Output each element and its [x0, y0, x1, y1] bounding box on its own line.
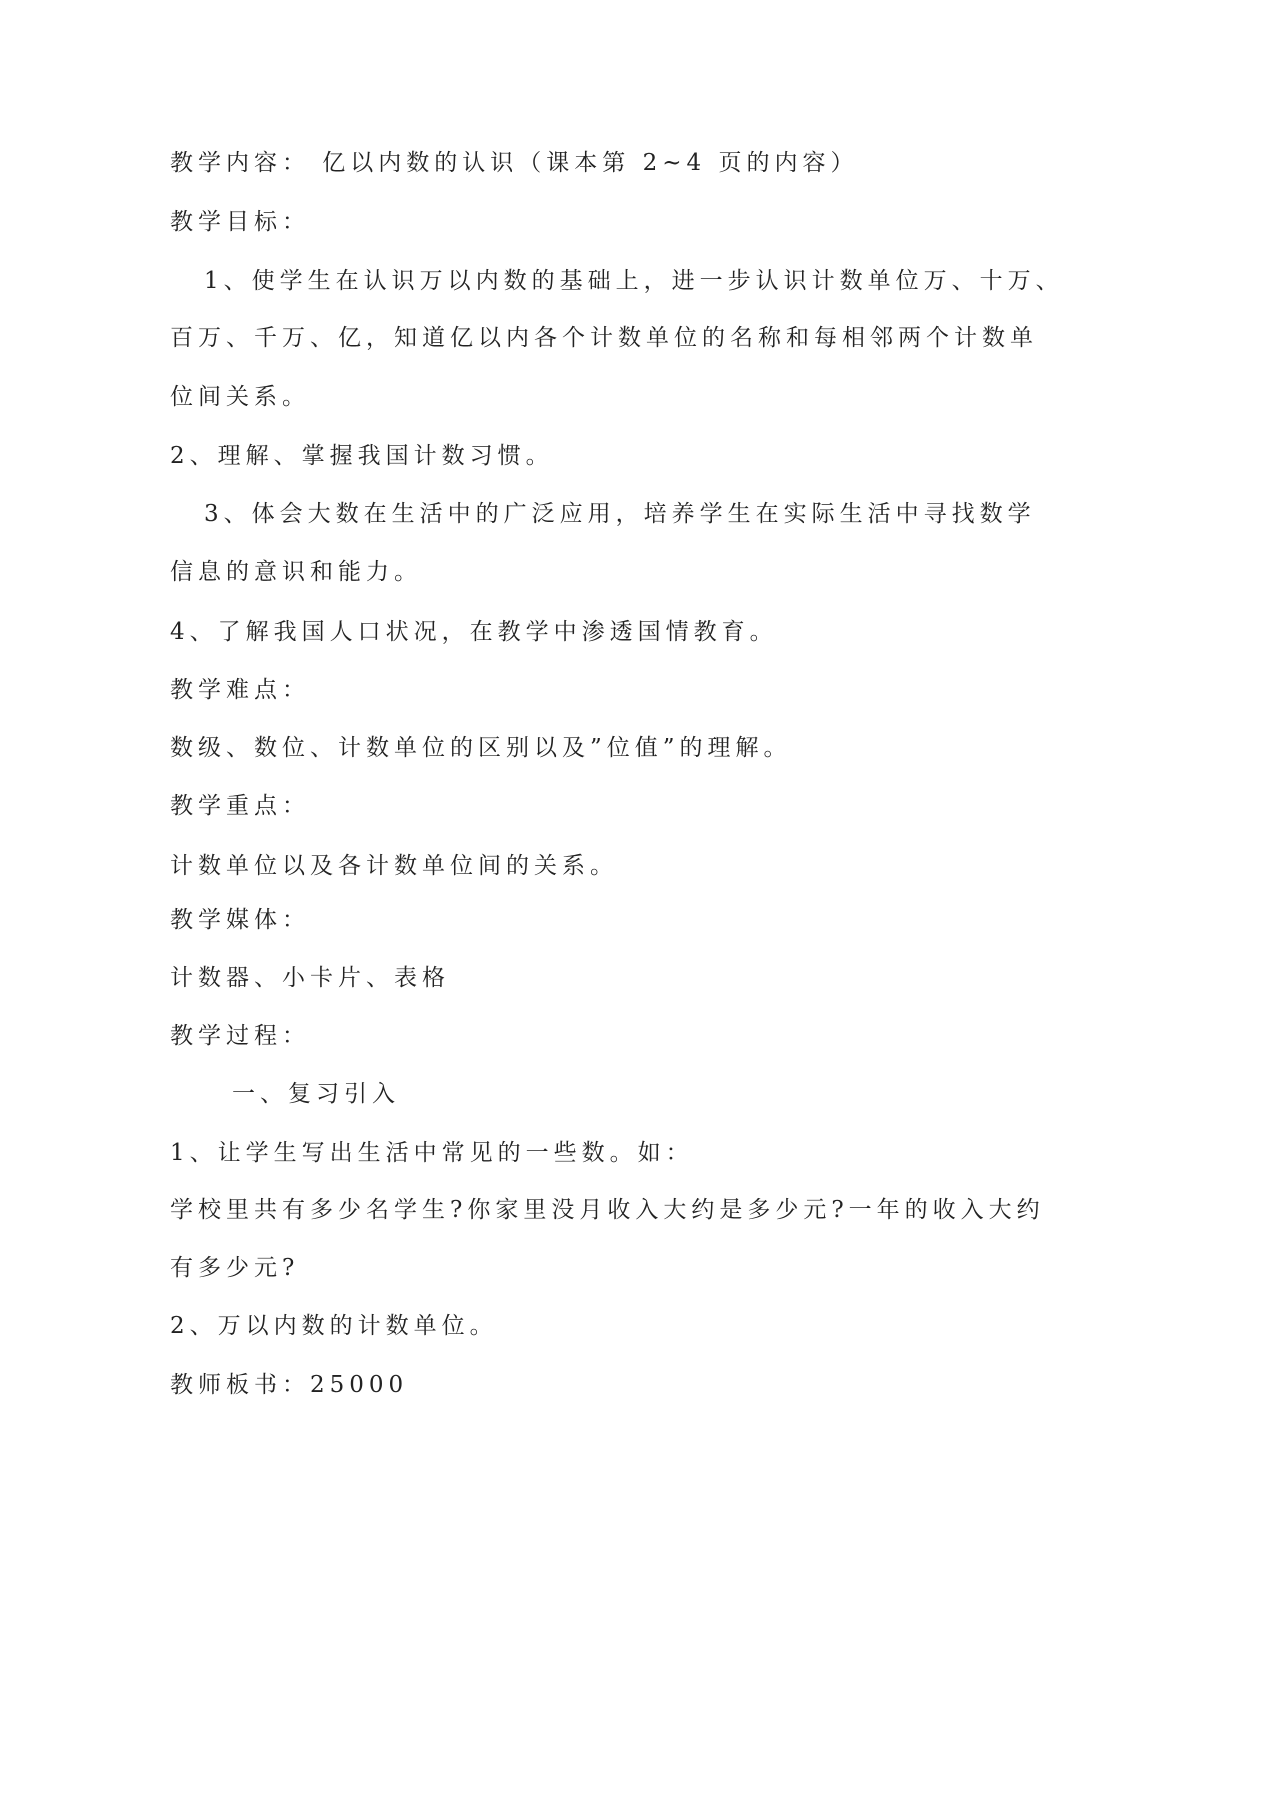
- review-item-2: 2、万以内数的计数单位。: [170, 1313, 498, 1339]
- key-points-heading: 教学重点：: [170, 793, 310, 819]
- teacher-board-note: 教师板书：25000: [170, 1372, 409, 1398]
- review-item-1-question-line-2: 有多少元?: [170, 1255, 300, 1281]
- goal-3-line-2: 信息的意识和能力。: [170, 559, 422, 585]
- goal-1-line-3: 位间关系。: [170, 384, 310, 410]
- difficulty-heading: 教学难点：: [170, 677, 310, 703]
- section-review-heading: 一、复习引入: [232, 1081, 400, 1107]
- process-heading: 教学过程：: [170, 1023, 310, 1049]
- goal-3-line-1: 3、体会大数在生活中的广泛应用，培养学生在实际生活中寻找数学: [204, 501, 1036, 527]
- media-heading: 教学媒体：: [170, 907, 310, 933]
- goal-1-line-2: 百万、千万、亿，知道亿以内各个计数单位的名称和每相邻两个计数单: [170, 325, 1038, 351]
- teaching-goals-heading: 教学目标：: [170, 209, 310, 235]
- review-item-1-question-line-1: 学校里共有多少名学生?你家里没月收入大约是多少元?一年的收入大约: [170, 1197, 1045, 1223]
- goal-1-line-1: 1、使学生在认识万以内数的基础上，进一步认识计数单位万、十万、: [204, 268, 1064, 294]
- media-text: 计数器、小卡片、表格: [170, 965, 450, 991]
- goal-4: 4、了解我国人口状况，在教学中渗透国情教育。: [170, 619, 778, 645]
- key-points-text: 计数单位以及各计数单位间的关系。: [170, 853, 618, 879]
- goal-2: 2、理解、掌握我国计数习惯。: [170, 443, 554, 469]
- teaching-content-line: 教学内容： 亿以内数的认识（课本第 2~4 页的内容）: [170, 150, 859, 176]
- difficulty-text: 数级、数位、计数单位的区别以及”位值”的理解。: [170, 735, 792, 761]
- review-item-1: 1、让学生写出生活中常见的一些数。如：: [170, 1140, 694, 1166]
